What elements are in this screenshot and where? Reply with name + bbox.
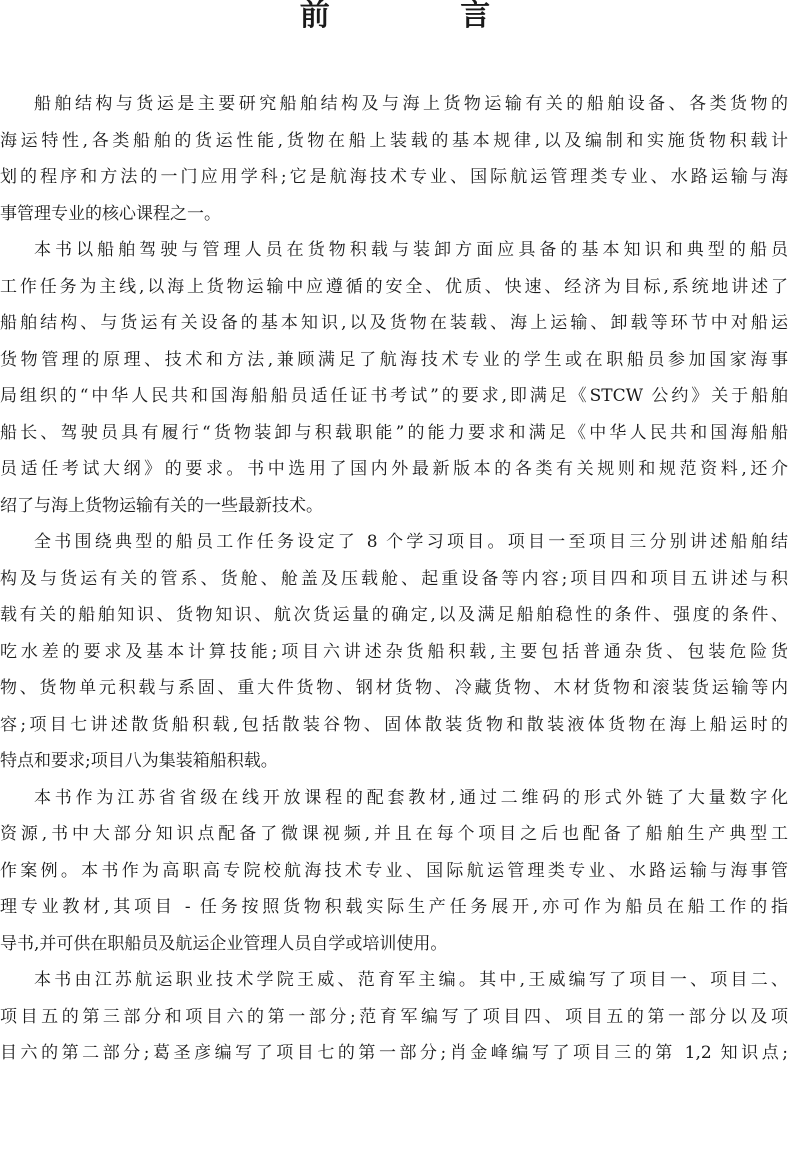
text-line: 绍了与海上货物运输有关的一些最新技术。 — [0, 495, 323, 516]
text-line: 特点和要求;项目八为集装箱船积载。 — [0, 751, 278, 771]
text-line: 本书由江苏航运职业技术学院王威、范育军主编。其中,王威编写了项目一、项目二、 — [34, 970, 788, 990]
text-line: 本书以船舶驾驶与管理人员在货物积载与装卸方面应具备的基本知识和典型的船员 — [34, 240, 788, 260]
text-line: 载有关的船舶知识、货物知识、航次货运量的确定,以及满足船舶稳性的条件、强度的条件、 — [0, 605, 788, 625]
text-line: 海运特性,各类船舶的货运性能,货物在船上装载的基本规律,以及编制和实施货物积载计 — [0, 130, 788, 151]
text-line: 导书,并可供在职船员及航运企业管理人员自学或培训使用。 — [0, 933, 448, 954]
text-line: 船舶结构、与货运有关设备的基本知识,以及货物在装载、海上运输、卸载等环节中对船运 — [0, 313, 788, 333]
text-line: 划的程序和方法的一门应用学科;它是航海技术专业、国际航运管理类专业、水路运输与海 — [0, 167, 788, 187]
text-line: 工作任务为主线,以海上货物运输中应遵循的安全、优质、快速、经济为目标,系统地讲述了 — [0, 276, 788, 297]
text-line: 吃水差的要求及基本计算技能;项目六讲述杂货船积载,主要包括普通杂货、包装危险货 — [0, 641, 788, 662]
paragraph-3 — [0, 524, 790, 780]
text-line: 货物管理的原理、技术和方法,兼顾满足了航海技术专业的学生或在职船员参加国家海事 — [0, 349, 788, 370]
paragraph-2 — [0, 232, 790, 524]
page-title: 前 言 — [299, 0, 551, 33]
text-line: 作案例。本书作为高职高专院校航海技术专业、国际航运管理类专业、水路运输与海事管 — [0, 860, 788, 881]
text-line: 构及与货运有关的管系、货舱、舱盖及压载舱、起重设备等内容;项目四和项目五讲述与积 — [0, 568, 788, 589]
text-line: 员适任考试大纲》的要求。书中选用了国内外最新版本的各类有关规则和规范资料,还介 — [0, 459, 788, 479]
paragraph-1 — [0, 86, 790, 232]
text-line: 项目五的第三部分和项目六的第一部分;范育军编写了项目四、项目五的第一部分以及项 — [0, 1006, 788, 1027]
text-line: 容;项目七讲述散货船积载,包括散装谷物、固体散装货物和散装液体货物在海上船运时的 — [0, 714, 788, 735]
text-line: 船舶结构与货运是主要研究船舶结构及与海上货物运输有关的船舶设备、各类货物的 — [34, 94, 788, 114]
text-line: 船长、驾驶员具有履行“货物装卸与积载职能”的能力要求和满足《中华人民共和国海船船 — [0, 422, 788, 443]
text-line: 理专业教材,其项目 - 任务按照货物积载实际生产任务展开,亦可作为船员在船工作的指 — [0, 897, 788, 917]
text-line: 事管理专业的核心课程之一。 — [0, 203, 221, 224]
paragraph-4 — [0, 780, 790, 963]
text-line: 全书围绕典型的船员工作任务设定了 8 个学习项目。项目一至项目三分别讲述船舶结 — [34, 532, 788, 552]
document-body — [0, 86, 790, 1072]
text-line: 本书作为江苏省省级在线开放课程的配套教材,通过二维码的形式外链了大量数字化 — [34, 787, 788, 808]
paragraph-5 — [0, 962, 790, 1072]
text-line: 物、货物单元积载与系固、重大件货物、钢材货物、冷藏货物、木材货物和滚装货运输等内 — [0, 678, 788, 698]
text-line: 局组织的“中华人民共和国海船船员适任证书考试”的要求,即满足《STCW 公约》关于船舶 — [0, 386, 788, 406]
text-line: 目六的第二部分;葛圣彦编写了项目七的第一部分;肖金峰编写了项目三的第 1,2 知识点; — [0, 1043, 788, 1063]
text-line: 资源,书中大部分知识点配备了微课视频,并且在每个项目之后也配备了船舶生产典型工 — [0, 824, 788, 844]
